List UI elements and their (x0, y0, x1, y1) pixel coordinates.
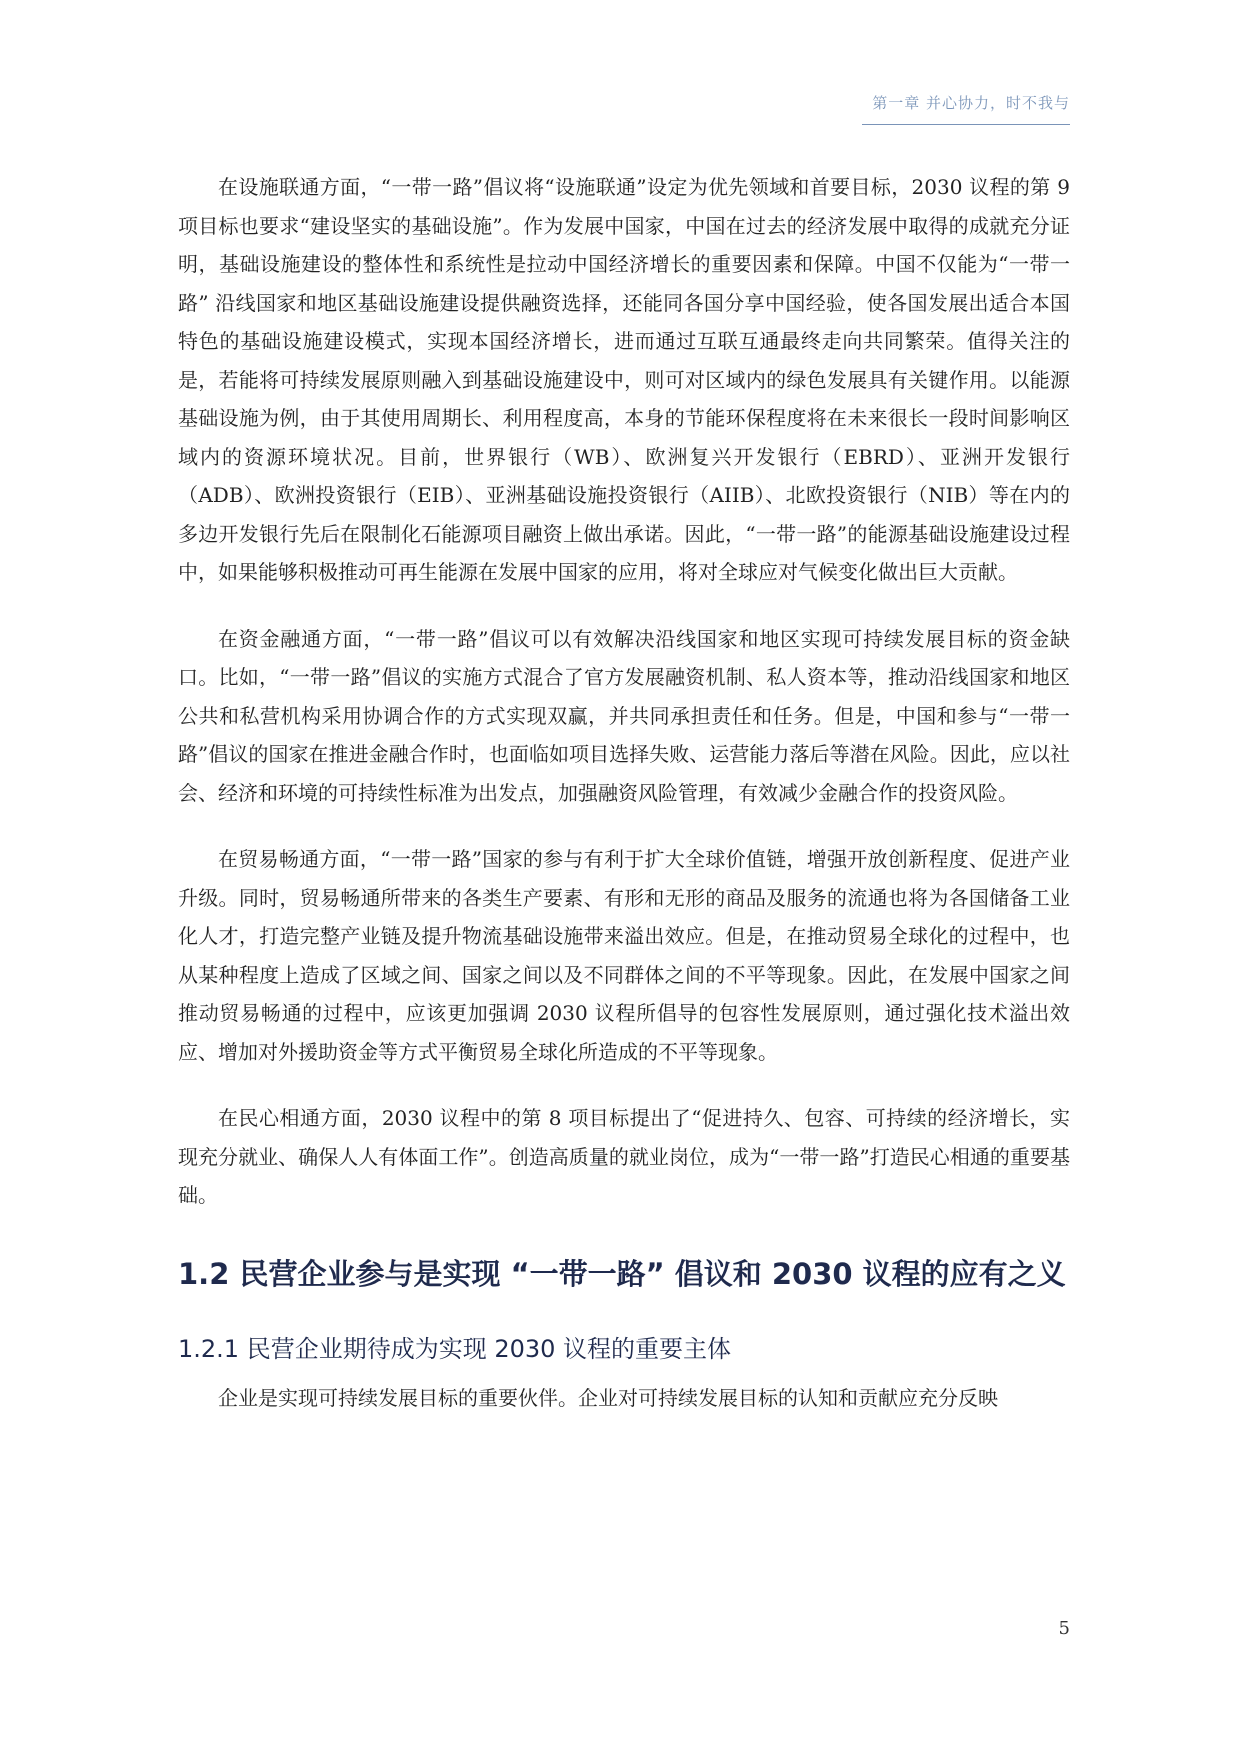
page-number: 5 (1058, 1618, 1070, 1639)
paragraph-infrastructure: 在设施联通方面，“一带一路”倡议将“设施联通”设定为优先领域和首要目标，2030 议程的第 9 项目标也要求“建设坚实的基础设施”。作为发展中国家，中国在过去的经济发展中取得的成就充分证明，基础设施建设的整体性和系统性是拉动中国经济增长的重要因素和保障。中国不仅能为“一带一路” 沿线国家和地区基础设施建设提供融资选择，还能同各国分享中国经验，使各国发展出适合本国特色的基础设施建设模式，实现本国经济增长，进而通过互联互通最终走向共同繁荣。值得关注的是，若能将可持续发展原则融入到基础设施建设中，则可对区域内的绿色发展具有关键作用。以能源基础设施为例，由于其使用周期长、利用程度高，本身的节能环保程度将在未来很长一段时间影响区域内的资源环境状况。目前，世界银行（WB）、欧洲复兴开发银行（EBRD）、亚洲开发银行（ADB）、欧洲投资银行（EIB）、亚洲基础设施投资银行（AIIB）、北欧投资银行（NIB）等在内的多边开发银行先后在限制化石能源项目融资上做出承诺。因此，“一带一路”的能源基础设施建设过程中，如果能够积极推动可再生能源在发展中国家的应用，将对全球应对气候变化做出巨大贡献。 (178, 175, 1070, 584)
running-header: 第一章 并心协力，时不我与 (872, 94, 1070, 112)
paragraph-people: 在民心相通方面，2030 议程中的第 8 项目标提出了“促进持久、包容、可持续的经济增长，实现充分就业、确保人人有体面工作”。创造高质量的就业岗位，成为“一带一路”打造民心相通的重要基础。 (178, 1106, 1070, 1207)
paragraph-trade: 在贸易畅通方面，“一带一路”国家的参与有利于扩大全球价值链，增强开放创新程度、促进产业升级。同时，贸易畅通所带来的各类生产要素、有形和无形的商品及服务的流通也将为各国储备工业化人才，打造完整产业链及提升物流基础设施带来溢出效应。但是，在推动贸易全球化的过程中，也从某种程度上造成了区域之间、国家之间以及不同群体之间的不平等现象。因此，在发展中国家之间推动贸易畅通的过程中，应该更加强调 2030 议程所倡导的包容性发展原则，通过强化技术溢出效应、增加对外援助资金等方式平衡贸易全球化所造成的不平等现象。 (178, 847, 1070, 1064)
section-heading: 1.2 民营企业参与是实现 “一带一路” 倡议和 2030 议程的应有之义 (178, 1256, 1066, 1291)
subsection-heading: 1.2.1 民营企业期待成为实现 2030 议程的重要主体 (178, 1334, 732, 1363)
paragraph-finance: 在资金融通方面，“一带一路”倡议可以有效解决沿线国家和地区实现可持续发展目标的资金缺口。比如，“一带一路”倡议的实施方式混合了官方发展融资机制、私人资本等，推动沿线国家和地区公共和私营机构采用协调合作的方式实现双赢，并共同承担责任和任务。但是，中国和参与“一带一路”倡议的国家在推进金融合作时，也面临如项目选择失败、运营能力落后等潜在风险。因此，应以社会、经济和环境的可持续性标准为出发点，加强融资风险管理，有效减少金融合作的投资风险。 (178, 626, 1070, 805)
header-rule (862, 124, 1070, 125)
page-content (178, 168, 1070, 1445)
paragraph-enterprise: 企业是实现可持续发展目标的重要伙伴。企业对可持续发展目标的认知和贡献应充分反映 (218, 1385, 998, 1410)
